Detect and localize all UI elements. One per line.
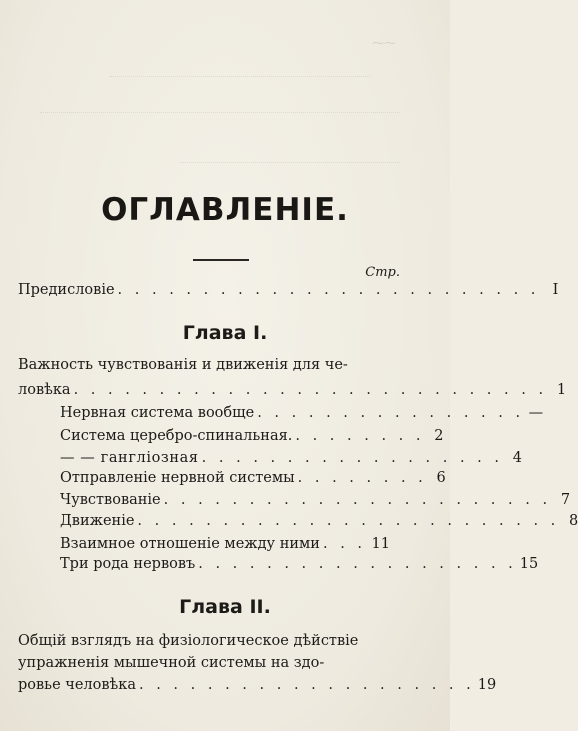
leader-dots: . . . . . . . . . . . . . . . . . . . . . . .	[163, 492, 552, 508]
toc-entry	[60, 556, 539, 572]
toc-entry	[60, 428, 444, 444]
toc-entry	[60, 492, 571, 508]
toc-entry-label: Три рода нервовъ	[60, 556, 196, 572]
toc-entry-page: 6	[436, 470, 446, 486]
toc-entry-label: ровье человѣка	[18, 677, 136, 693]
chapter-heading: Глава I.	[182, 322, 268, 344]
toc-entry-label: Отправленіе нервной системы	[60, 470, 295, 486]
toc-entry-intro-line1: Важность чувствованія и движенія для че-	[18, 357, 348, 373]
leader-dots: . . . . . . . . . . . . . . . . . . . . . . . . .	[137, 513, 560, 529]
toc-entry-line1: Общій взглядъ на физіологическое дѣйствіе	[18, 633, 359, 649]
toc-entry-page: 19	[477, 677, 497, 693]
toc-entry	[60, 513, 578, 529]
bleed-through: ⁓⁓	[372, 36, 396, 50]
leader-dots: . . . . . . . . . . . . . . . . . . . . . . . . .	[117, 282, 540, 298]
title-rule	[193, 259, 249, 261]
toc-entry-label: ловѣка	[18, 382, 71, 398]
toc-entry-preface	[18, 282, 559, 298]
toc-entry-label: Нервная система вообще	[60, 405, 255, 421]
leader-dots: . . .	[322, 536, 367, 552]
leader-dots: . . . . . . . .	[297, 470, 427, 486]
toc-entry-page: 11	[371, 536, 390, 552]
bleed-through	[110, 64, 370, 77]
toc-entry-page: 8	[569, 513, 578, 529]
page-title: ОГЛАВЛЕНІЕ.	[101, 192, 349, 228]
leader-dots: . . . . . . . . . . . . . . . . . . . . . . . . . . . .	[73, 382, 548, 398]
toc-entry-label: Взаимное отношеніе между ними	[60, 536, 320, 552]
leader-dots: . . . . . . . . . . . . . . . . . . .	[198, 556, 517, 572]
toc-entry-label: Чувствованіе	[60, 492, 161, 508]
bleed-through	[180, 150, 400, 163]
toc-entry-intro	[18, 382, 567, 398]
toc-entry	[60, 536, 390, 552]
toc-entry-page: I	[552, 282, 559, 298]
toc-entry-page: 2	[434, 428, 444, 444]
chapter-heading: Глава II.	[179, 596, 271, 618]
toc-entry-page: 7	[560, 492, 571, 508]
leader-dots: . . . . . . . . . . . . . . . . . . . .	[138, 677, 475, 693]
page-column-label: Стр.	[365, 265, 400, 280]
leader-dots: . . . . . . . . . . . . . . . . . .	[201, 450, 503, 466]
leader-dots: . . . . . . . . . . . . . . . .	[257, 405, 525, 421]
toc-entry-label: — — гангліозная	[60, 450, 199, 466]
toc-entry	[60, 405, 544, 421]
toc-entry-page: 4	[512, 450, 522, 466]
leader-dots: . . . . . . . .	[295, 428, 425, 444]
bleed-through	[40, 100, 400, 113]
toc-entry-line2: упражненія мышечной системы на здо-	[18, 655, 325, 671]
toc-entry-page: 15	[519, 556, 539, 572]
toc-entry-label: Движеніе	[60, 513, 135, 529]
toc-entry-label: Предисловіе	[18, 282, 115, 298]
toc-entry-chapter2	[18, 677, 497, 693]
toc-entry	[60, 450, 522, 466]
toc-entry-page: —	[528, 405, 544, 421]
toc-entry-page: 1	[556, 382, 567, 398]
toc-entry	[60, 470, 446, 486]
toc-entry-label: Система церебро-спинальная.	[60, 428, 293, 444]
